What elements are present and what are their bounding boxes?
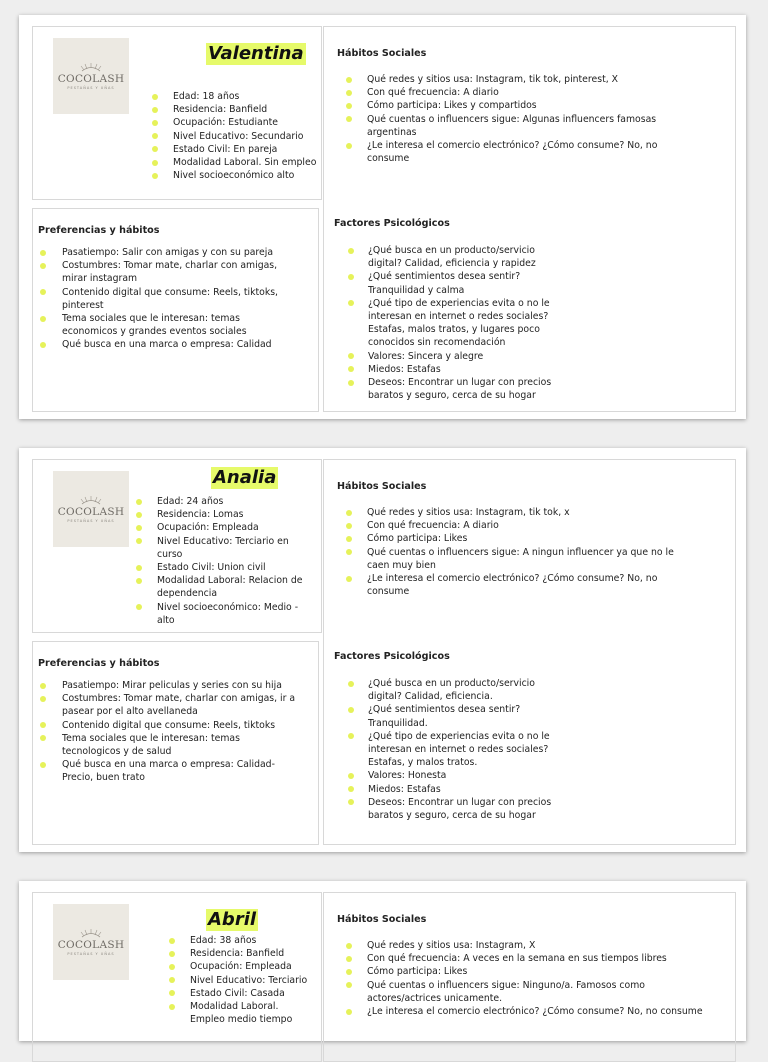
lash-icon <box>80 496 102 505</box>
list-item: Pasatiempo: Mirar peliculas y series con su hija <box>39 679 297 692</box>
cocolash-logo <box>53 38 129 114</box>
list-item: Qué redes y sitios usa: Instagram, tik tok, pinterest, X <box>344 73 674 86</box>
preferences-heading: Preferencias y hábitos <box>38 225 160 236</box>
list-item: ¿Le interesa el comercio electrónico? ¿Cómo consume? No, no consume <box>344 1005 714 1018</box>
list-item: ¿Le interesa el comercio electrónico? ¿Cómo consume? No, no consume <box>344 572 699 598</box>
logo-subtitle: PESTAÑAS Y UÑAS <box>67 951 115 956</box>
list-item: Miedos: Estafas <box>344 783 554 796</box>
list-item: Miedos: Estafas <box>344 363 554 376</box>
logo-subtitle: PESTAÑAS Y UÑAS <box>67 518 115 523</box>
logo-wordmark: COCOLASH <box>57 938 125 951</box>
profile-list <box>152 90 322 182</box>
list-item: Nivel Educativo: Terciario <box>169 974 309 987</box>
lash-icon <box>80 63 102 72</box>
logo-wordmark: COCOLASH <box>57 505 125 518</box>
list-item: Nivel socioeconómico alto <box>152 169 322 182</box>
psychological-heading: Factores Psicológicos <box>334 218 450 229</box>
habits-list <box>344 506 699 598</box>
persona-page-abril <box>19 881 746 1041</box>
list-item: Residencia: Lomas <box>136 508 316 521</box>
list-item: ¿Qué tipo de experiencias evita o no le interesan en internet o redes sociales? Estafas, y malos tratos. <box>344 730 554 770</box>
psychological-heading: Factores Psicológicos <box>334 651 450 662</box>
list-item: Nivel Educativo: Secundario <box>152 130 322 143</box>
list-item: Costumbres: Tomar mate, charlar con amigas, ir a pasear por el alto avellaneda <box>39 692 297 718</box>
list-item: Estado Civil: Casada <box>169 987 309 1000</box>
list-item: Edad: 24 años <box>136 495 316 508</box>
list-item: Valores: Sincera y alegre <box>344 350 554 363</box>
psychological-list <box>344 677 554 822</box>
habits-list <box>344 939 714 1018</box>
list-item: ¿Qué tipo de experiencias evita o no le interesan en internet o redes sociales? Estafas, malos tratos, y lugares poco conocidos sin recomendación <box>344 297 554 350</box>
habits-list <box>344 73 674 165</box>
habits-heading: Hábitos Sociales <box>337 48 427 59</box>
list-item: Estado Civil: Union civil <box>136 561 316 574</box>
preferences-list <box>39 246 294 352</box>
list-item: Qué busca en una marca o empresa: Calidad-Precio, buen trato <box>39 758 297 784</box>
profile-list <box>136 495 316 627</box>
list-item: Residencia: Banfield <box>152 103 322 116</box>
cocolash-logo <box>53 904 129 980</box>
list-item: Deseos: Encontrar un lugar con precios baratos y seguro, cerca de su hogar <box>344 796 554 822</box>
persona-name: Analia <box>213 467 277 488</box>
list-item: Contenido digital que consume: Reels, tiktoks <box>39 719 297 732</box>
list-item: Valores: Honesta <box>344 769 554 782</box>
list-item: Cómo participa: Likes <box>344 532 699 545</box>
list-item: Contenido digital que consume: Reels, tiktoks, pinterest <box>39 286 294 312</box>
cocolash-logo <box>53 471 129 547</box>
list-item: Estado Civil: En pareja <box>152 143 322 156</box>
list-item: Tema sociales que le interesan: temas tecnologicos y de salud <box>39 732 297 758</box>
logo-subtitle: PESTAÑAS Y UÑAS <box>67 85 115 90</box>
lash-icon <box>80 929 102 938</box>
list-item: Qué redes y sitios usa: Instagram, X <box>344 939 714 952</box>
list-item: ¿Qué busca en un producto/servicio digital? Calidad, eficiencia. <box>344 677 554 703</box>
list-item: Modalidad Laboral. Sin empleo <box>152 156 322 169</box>
list-item: Edad: 38 años <box>169 934 309 947</box>
list-item: Modalidad Laboral: Relacion de dependencia <box>136 574 316 600</box>
list-item: Pasatiempo: Salir con amigas y con su pareja <box>39 246 294 259</box>
list-item: Qué cuentas o influencers sigue: Ninguno/a. Famosos como actores/actrices unicamente. <box>344 979 714 1005</box>
list-item: Qué cuentas o influencers sigue: A ningun influencer ya que no le caen muy bien <box>344 546 699 572</box>
list-item: Edad: 18 años <box>152 90 322 103</box>
preferences-list <box>39 679 297 785</box>
list-item: Cómo participa: Likes y compartidos <box>344 99 674 112</box>
list-item: Qué cuentas o influencers sigue: Algunas influencers famosas argentinas <box>344 113 674 139</box>
list-item: ¿Le interesa el comercio electrónico? ¿Cómo consume? No, no consume <box>344 139 674 165</box>
list-item: Ocupación: Empleada <box>136 521 316 534</box>
list-item: Nivel socioeconómico: Medio - alto <box>136 601 316 627</box>
list-item: Con qué frecuencia: A diario <box>344 519 699 532</box>
list-item: Residencia: Banfield <box>169 947 309 960</box>
persona-page-valentina <box>19 15 746 419</box>
list-item: Qué busca en una marca o empresa: Calidad <box>39 338 294 351</box>
list-item: Con qué frecuencia: A veces en la semana en sus tiempos libres <box>344 952 714 965</box>
list-item: Ocupación: Empleada <box>169 960 309 973</box>
habits-heading: Hábitos Sociales <box>337 914 427 925</box>
list-item: Tema sociales que le interesan: temas economicos y grandes eventos sociales <box>39 312 294 338</box>
list-item: Costumbres: Tomar mate, charlar con amigas, mirar instagram <box>39 259 294 285</box>
psychological-list <box>344 244 554 402</box>
persona-page-analia <box>19 448 746 852</box>
list-item: Deseos: Encontrar un lugar con precios baratos y seguro, cerca de su hogar <box>344 376 554 402</box>
persona-name: Valentina <box>208 43 304 64</box>
preferences-heading: Preferencias y hábitos <box>38 658 160 669</box>
habits-heading: Hábitos Sociales <box>337 481 427 492</box>
list-item: Ocupación: Estudiante <box>152 116 322 129</box>
list-item: Modalidad Laboral. Empleo medio tiempo <box>169 1000 309 1026</box>
list-item: ¿Qué sentimientos desea sentir? Tranquilidad. <box>344 703 554 729</box>
list-item: Con qué frecuencia: A diario <box>344 86 674 99</box>
list-item: ¿Qué sentimientos desea sentir? Tranquilidad y calma <box>344 270 554 296</box>
profile-list <box>169 934 309 1026</box>
list-item: ¿Qué busca en un producto/servicio digital? Calidad, eficiencia y rapidez <box>344 244 554 270</box>
list-item: Qué redes y sitios usa: Instagram, tik tok, x <box>344 506 699 519</box>
list-item: Nivel Educativo: Terciario en curso <box>136 535 316 561</box>
persona-name: Abril <box>208 909 257 930</box>
list-item: Cómo participa: Likes <box>344 965 714 978</box>
logo-wordmark: COCOLASH <box>57 72 125 85</box>
